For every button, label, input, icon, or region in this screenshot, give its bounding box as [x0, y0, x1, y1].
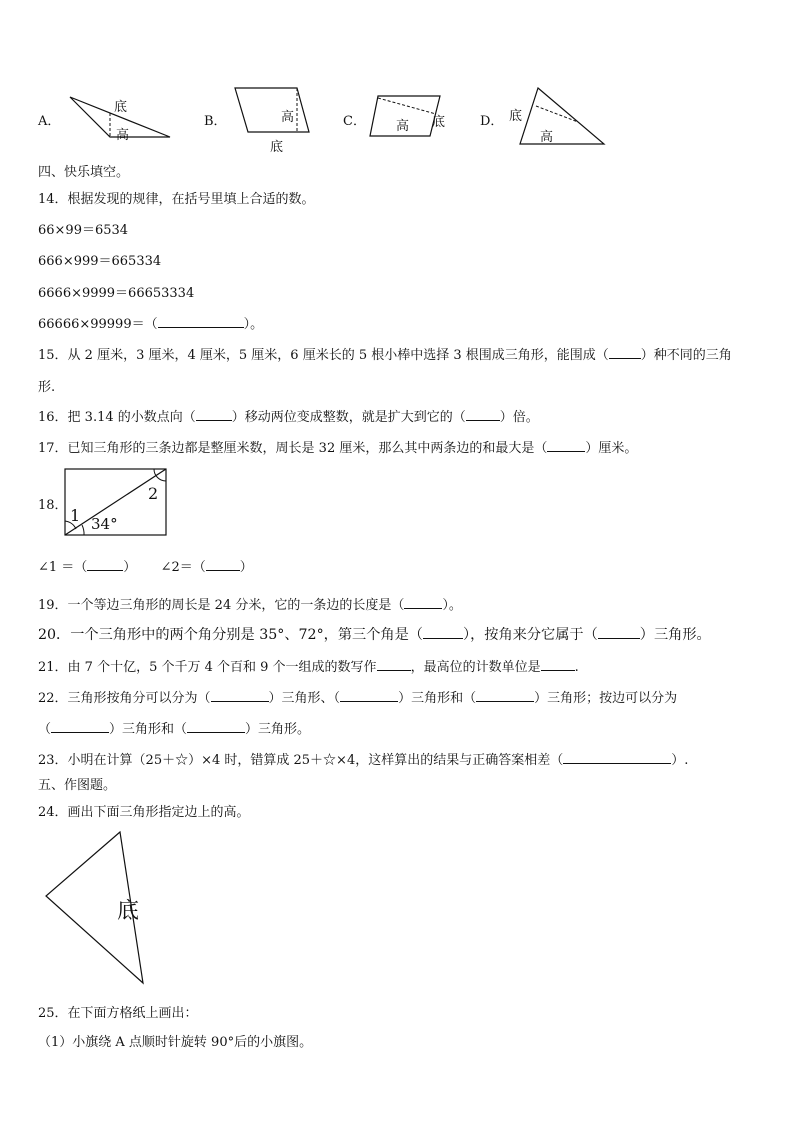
- q14-eq4: [38, 313, 263, 332]
- section-5-title: 五、作图题。: [38, 778, 117, 793]
- q19-blank[interactable]: [404, 608, 442, 609]
- q19-text-a: 19．一个等边三角形的周长是 24 分米，它的一条边的长度是（: [38, 598, 405, 613]
- q22-text-c: ）三角形和（: [398, 691, 477, 706]
- q18-angle34-arc: [82, 525, 84, 535]
- q21-blank-2[interactable]: [541, 670, 575, 671]
- q22-text-d: ）三角形；按边可以分为: [534, 691, 678, 706]
- q22-text-e: （: [38, 722, 52, 737]
- q14-eq2: 666×999＝665334: [38, 254, 162, 269]
- option-b-height-label: 高: [281, 110, 295, 125]
- q22-text-b: ）三角形、（: [268, 691, 341, 706]
- option-b-figure: [232, 86, 312, 136]
- q21-text-a: 21．由 7 个十亿，5 个千万 4 个百和 9 个一组成的数写作: [38, 660, 377, 675]
- q21-text-c: .: [574, 660, 579, 675]
- option-d-figure: [518, 86, 608, 146]
- q17-text-a: 17．已知三角形的三条边都是整厘米数，周长是 32 厘米，那么其中两条边的和最大是（: [38, 441, 548, 456]
- q21-blank-1[interactable]: [377, 670, 411, 671]
- q22-line1: [38, 687, 677, 706]
- q16-text-c: ）倍。: [499, 410, 539, 425]
- q22-line2: [38, 718, 310, 737]
- q18-angle-value: 34°: [91, 515, 118, 533]
- q16-blank-1[interactable]: [196, 420, 232, 421]
- q16: [38, 406, 539, 425]
- q23: [38, 749, 688, 768]
- option-d-height-line: [536, 106, 578, 122]
- q20-text-a: 20．一个三角形中的两个角分别是 35°、72°，第三个角是（: [38, 627, 423, 643]
- q23-text-b: ）.: [671, 753, 689, 768]
- section-4-title: 四、快乐填空。: [38, 165, 130, 180]
- option-b-letter[interactable]: B．: [204, 114, 227, 129]
- q22-blank-1[interactable]: [211, 701, 269, 702]
- option-c-height-label: 高: [396, 119, 410, 134]
- q14-eq4-prefix: 66666×99999＝（: [38, 317, 158, 332]
- q20-text-b: ），按角来分它属于（: [462, 627, 598, 643]
- q19-text-b: ）。: [442, 598, 462, 613]
- q20-text-c: ）三角形。: [639, 627, 711, 643]
- q14-answer-blank[interactable]: [158, 327, 244, 328]
- option-c-letter[interactable]: C．: [343, 114, 366, 129]
- q25-sub1: （1）小旗绕 A 点顺时针旋转 90°后的小旗图。: [38, 1035, 313, 1050]
- q14-eq3: 6666×9999＝66653334: [38, 286, 195, 301]
- q18-number: 18．: [38, 498, 68, 513]
- q18-ans1-blank[interactable]: [87, 570, 123, 571]
- option-c-height-line: [378, 98, 436, 114]
- q25-stem: 25．在下面方格纸上画出：: [38, 1006, 198, 1021]
- q23-blank[interactable]: [563, 763, 671, 764]
- option-a-base-label: 底: [114, 100, 128, 115]
- q18-ans2-suffix: ）: [239, 560, 253, 575]
- q20-blank-2[interactable]: [598, 638, 640, 639]
- q22-text-g: ）三角形。: [245, 722, 311, 737]
- q15-line2: 形.: [38, 380, 56, 395]
- q18-ans1-suffix: ）: [123, 560, 137, 575]
- q21: [38, 656, 579, 675]
- q17-text-b: ）厘米。: [585, 441, 638, 456]
- q15-answer-blank[interactable]: [609, 358, 641, 359]
- option-c-base-label: 底: [432, 115, 446, 130]
- q16-text-a: 16．把 3.14 的小数点向（: [38, 410, 196, 425]
- q22-text-a: 22．三角形按角分可以分为（: [38, 691, 211, 706]
- q22-text-f: ）三角形和（: [109, 722, 188, 737]
- q18-ans2-blank[interactable]: [206, 570, 240, 571]
- q16-blank-2[interactable]: [466, 420, 500, 421]
- q15-text-b: ）种不同的三角: [640, 348, 732, 363]
- option-a-height-label: 高: [116, 128, 130, 143]
- option-b-parallelogram: [235, 88, 309, 132]
- option-a-letter[interactable]: A．: [38, 114, 61, 129]
- q17-blank[interactable]: [547, 451, 585, 452]
- q14-eq1: 66×99＝6534: [38, 223, 129, 238]
- q14-eq4-suffix: ）。: [243, 317, 264, 332]
- q18-angle2-label: 2: [148, 484, 159, 503]
- q18-answers: [38, 556, 253, 575]
- q18-angle1-label: 1: [70, 506, 81, 525]
- q15-text-a: 15．从 2 厘米，3 厘米，4 厘米，5 厘米，6 厘米长的 5 根小棒中选择 3 根围成三角形，能围成（: [38, 348, 609, 363]
- q24-base-label: 底: [117, 899, 140, 924]
- q17: [38, 437, 637, 456]
- q14-stem: 14．根据发现的规律，在括号里填上合适的数。: [38, 192, 315, 207]
- q22-blank-3[interactable]: [476, 701, 534, 702]
- q23-text-a: 23．小明在计算（25＋☆）×4 时，错算成 25＋☆×4，这样算出的结果与正确答案相差（: [38, 753, 564, 768]
- q22-blank-2[interactable]: [340, 701, 398, 702]
- q24-stem: 24．画出下面三角形指定边上的高。: [38, 805, 250, 820]
- option-b-base-label: 底: [270, 140, 284, 155]
- option-d-letter[interactable]: D．: [480, 114, 504, 129]
- q19: [38, 594, 462, 613]
- q15-line1: [38, 344, 732, 363]
- q20-blank-1[interactable]: [423, 638, 463, 639]
- q20: [38, 624, 711, 644]
- q21-text-b: ，最高位的计数单位是: [410, 660, 541, 675]
- option-d-height-label: 高: [540, 130, 554, 145]
- q16-text-b: ）移动两位变成整数，就是扩大到它的（: [231, 410, 466, 425]
- q18-ans1-prefix: ∠1 ＝（: [38, 560, 88, 575]
- option-d-base-label: 底: [509, 109, 523, 124]
- q18-ans2-prefix: ∠2＝（: [160, 560, 206, 575]
- q22-blank-5[interactable]: [187, 732, 245, 733]
- q22-blank-4[interactable]: [51, 732, 109, 733]
